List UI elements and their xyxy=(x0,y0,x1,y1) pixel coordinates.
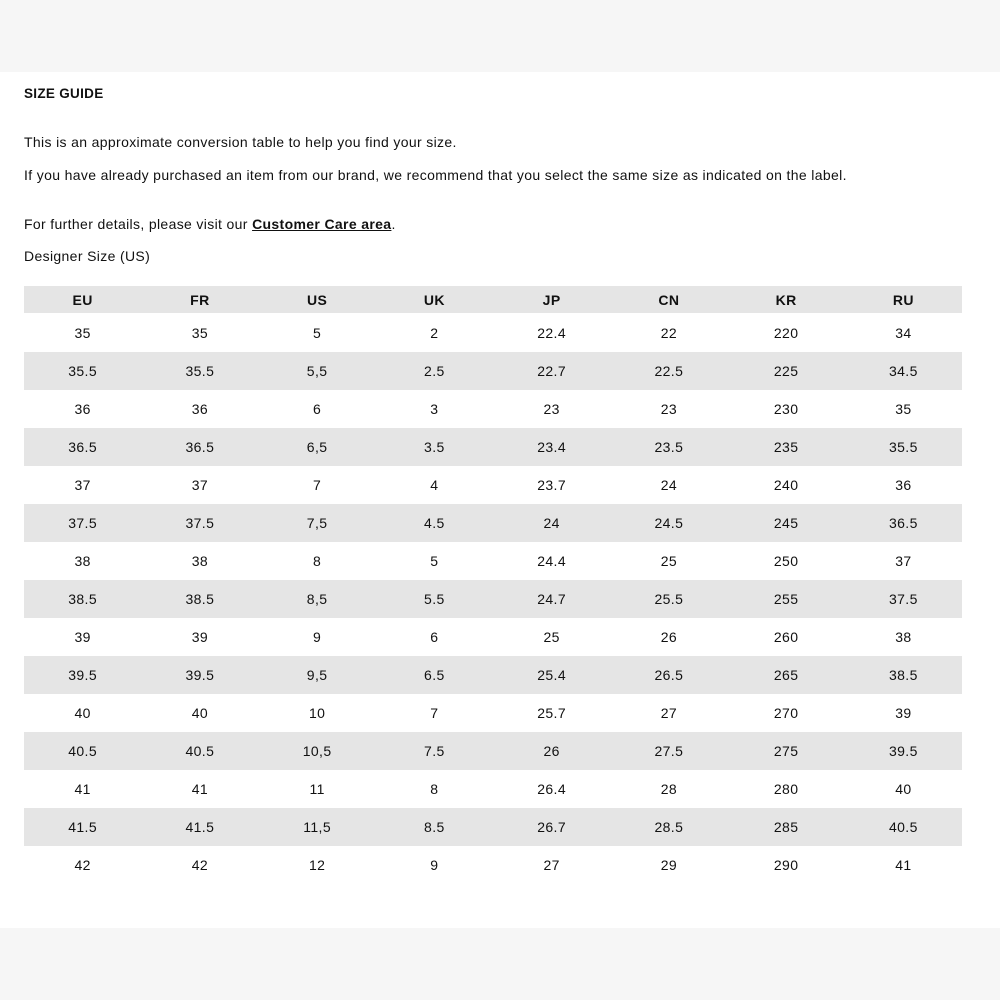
size-cell-eu: 38 xyxy=(74,553,91,569)
size-cell-fr: 36.5 xyxy=(141,428,258,466)
table-row xyxy=(24,846,962,884)
size-cell-kr: 285 xyxy=(728,808,845,846)
table-row xyxy=(24,428,962,466)
size-cell-cn: 28 xyxy=(660,781,678,797)
size-cell-kr: 250 xyxy=(773,553,799,569)
size-cell-jp: 26 xyxy=(493,732,610,770)
size-cell-us: 10 xyxy=(308,705,326,721)
size-cell-cn: 28.5 xyxy=(610,808,727,846)
size-cell-us: 8 xyxy=(313,553,322,569)
size-cell-ru: 35.5 xyxy=(845,428,962,466)
size-cell-jp: 22.7 xyxy=(493,352,610,390)
table-row xyxy=(24,656,962,694)
size-cell-jp: 24 xyxy=(493,504,610,542)
size-cell-us: 11 xyxy=(309,781,325,797)
size-cell-uk: 6.5 xyxy=(376,656,493,694)
size-cell-cn: 23 xyxy=(660,401,678,417)
table-row xyxy=(24,466,962,504)
size-cell-eu: 37.5 xyxy=(24,504,141,542)
size-cell-jp: 23.7 xyxy=(537,477,567,493)
size-cell-cn: 23.5 xyxy=(610,428,727,466)
size-cell-uk: 5.5 xyxy=(376,580,493,618)
details-suffix: . xyxy=(391,216,396,232)
size-cell-fr: 39.5 xyxy=(141,656,258,694)
table-row xyxy=(24,542,962,580)
intro-text: This is an approximate conversion table to help you find your size. xyxy=(24,134,457,150)
size-cell-cn: 25 xyxy=(660,553,678,569)
table-row xyxy=(24,352,962,390)
customer-care-link[interactable]: Customer Care area xyxy=(252,216,392,232)
size-cell-cn: 26.5 xyxy=(610,656,727,694)
size-cell-jp: 25 xyxy=(543,629,560,645)
size-cell-fr: 38.5 xyxy=(141,580,258,618)
table-row xyxy=(24,504,962,542)
size-cell-eu: 37 xyxy=(74,477,91,493)
column-header-jp: JP xyxy=(493,286,610,313)
size-cell-kr: 245 xyxy=(728,504,845,542)
size-cell-ru: 39.5 xyxy=(845,732,962,770)
size-cell-us: 12 xyxy=(308,857,326,873)
size-cell-ru: 37.5 xyxy=(845,580,962,618)
column-header-fr: FR xyxy=(141,286,258,313)
size-cell-jp: 23.4 xyxy=(493,428,610,466)
size-cell-ru: 36 xyxy=(895,477,912,493)
size-cell-us: 7,5 xyxy=(259,504,376,542)
size-cell-cn: 24 xyxy=(660,477,678,493)
size-cell-ru: 35 xyxy=(895,401,912,417)
table-row xyxy=(24,580,962,618)
size-cell-kr: 280 xyxy=(773,781,799,797)
table-row xyxy=(24,390,962,428)
size-cell-fr: 35 xyxy=(191,324,209,341)
column-header-ru: RU xyxy=(845,286,962,313)
size-cell-fr: 35.5 xyxy=(141,352,258,390)
size-cell-jp: 24.7 xyxy=(493,580,610,618)
size-conversion-table xyxy=(24,286,962,884)
size-cell-ru: 41 xyxy=(895,857,912,873)
table-row xyxy=(24,732,962,770)
size-cell-cn: 29 xyxy=(660,857,678,873)
size-cell-eu: 38.5 xyxy=(24,580,141,618)
size-cell-uk: 4.5 xyxy=(376,504,493,542)
size-cell-uk: 3.5 xyxy=(376,428,493,466)
size-cell-kr: 230 xyxy=(773,401,799,417)
table-row xyxy=(24,694,962,732)
size-cell-us: 7 xyxy=(313,477,322,493)
column-header-cn: CN xyxy=(610,286,727,313)
table-row xyxy=(24,313,962,352)
size-cell-jp: 24.4 xyxy=(537,553,567,569)
size-cell-eu: 41 xyxy=(74,781,91,797)
size-cell-us: 9,5 xyxy=(259,656,376,694)
size-cell-ru: 38.5 xyxy=(845,656,962,694)
details-text xyxy=(24,216,954,232)
size-cell-cn: 22 xyxy=(660,324,678,341)
size-cell-eu: 41.5 xyxy=(24,808,141,846)
designer-size-label: Designer Size (US) xyxy=(24,248,151,264)
size-cell-eu: 39.5 xyxy=(24,656,141,694)
size-cell-eu: 40.5 xyxy=(24,732,141,770)
size-cell-cn: 24.5 xyxy=(610,504,727,542)
size-cell-ru: 39 xyxy=(895,705,912,721)
column-header-eu: EU xyxy=(24,286,141,313)
size-cell-cn: 26 xyxy=(660,629,678,645)
size-cell-eu: 40 xyxy=(74,705,91,721)
size-cell-kr: 255 xyxy=(728,580,845,618)
size-cell-us: 5,5 xyxy=(259,352,376,390)
size-cell-kr: 275 xyxy=(728,732,845,770)
size-cell-ru: 36.5 xyxy=(845,504,962,542)
size-cell-jp: 22.4 xyxy=(537,324,567,341)
size-cell-ru: 37 xyxy=(895,553,912,569)
size-cell-fr: 37 xyxy=(191,477,209,493)
size-cell-uk: 5 xyxy=(430,553,439,569)
size-cell-jp: 27 xyxy=(543,857,560,873)
size-cell-cn: 22.5 xyxy=(610,352,727,390)
size-cell-kr: 225 xyxy=(728,352,845,390)
size-cell-fr: 41.5 xyxy=(141,808,258,846)
size-cell-jp: 26.4 xyxy=(537,781,567,797)
page-title: SIZE GUIDE xyxy=(24,86,104,101)
size-cell-cn: 25.5 xyxy=(610,580,727,618)
size-cell-uk: 8.5 xyxy=(376,808,493,846)
size-cell-ru: 38 xyxy=(895,629,912,645)
size-cell-fr: 38 xyxy=(191,553,209,569)
size-cell-kr: 260 xyxy=(773,629,799,645)
size-cell-us: 8,5 xyxy=(259,580,376,618)
table-row xyxy=(24,808,962,846)
size-cell-fr: 40.5 xyxy=(141,732,258,770)
column-header-us: US xyxy=(259,286,376,313)
size-cell-uk: 2 xyxy=(430,324,439,341)
purchased-note: If you have already purchased an item from our brand, we recommend that you select the same size as indicated on the label. xyxy=(24,167,847,183)
size-cell-eu: 39 xyxy=(74,629,91,645)
table-body xyxy=(24,313,962,884)
size-cell-eu: 35.5 xyxy=(24,352,141,390)
size-cell-uk: 7.5 xyxy=(376,732,493,770)
size-cell-uk: 4 xyxy=(430,477,439,493)
size-cell-ru: 40.5 xyxy=(845,808,962,846)
size-cell-jp: 23 xyxy=(543,401,560,417)
size-cell-ru: 34.5 xyxy=(845,352,962,390)
size-guide-panel xyxy=(0,72,1000,928)
column-header-kr: KR xyxy=(728,286,845,313)
size-cell-fr: 36 xyxy=(191,401,209,417)
size-cell-cn: 27.5 xyxy=(610,732,727,770)
size-cell-eu: 36 xyxy=(74,401,91,417)
size-cell-us: 5 xyxy=(313,324,322,341)
size-cell-fr: 37.5 xyxy=(141,504,258,542)
size-cell-eu: 35 xyxy=(74,324,91,341)
size-cell-kr: 265 xyxy=(728,656,845,694)
size-cell-us: 6 xyxy=(313,401,322,417)
size-cell-jp: 25.4 xyxy=(493,656,610,694)
size-cell-uk: 6 xyxy=(430,629,439,645)
size-cell-fr: 42 xyxy=(191,857,209,873)
size-cell-jp: 25.7 xyxy=(537,705,567,721)
size-cell-kr: 240 xyxy=(773,477,799,493)
size-cell-kr: 220 xyxy=(773,324,799,341)
size-cell-ru: 40 xyxy=(895,781,912,797)
size-cell-kr: 290 xyxy=(773,857,799,873)
size-cell-eu: 36.5 xyxy=(24,428,141,466)
size-cell-uk: 3 xyxy=(430,401,439,417)
size-cell-kr: 235 xyxy=(728,428,845,466)
size-cell-us: 10,5 xyxy=(259,732,376,770)
size-cell-uk: 7 xyxy=(430,705,439,721)
table-row xyxy=(24,770,962,808)
size-cell-eu: 42 xyxy=(74,857,91,873)
table-row xyxy=(24,618,962,656)
size-cell-uk: 8 xyxy=(430,781,439,797)
size-cell-uk: 2.5 xyxy=(376,352,493,390)
details-prefix: For further details, please visit our xyxy=(24,216,253,232)
size-cell-uk: 9 xyxy=(430,857,439,873)
size-cell-fr: 40 xyxy=(191,705,209,721)
size-cell-ru: 34 xyxy=(895,324,912,341)
size-cell-kr: 270 xyxy=(773,705,799,721)
size-cell-fr: 41 xyxy=(191,781,209,797)
column-header-uk: UK xyxy=(376,286,493,313)
size-cell-jp: 26.7 xyxy=(493,808,610,846)
size-cell-us: 9 xyxy=(313,629,322,645)
size-cell-fr: 39 xyxy=(191,629,209,645)
size-cell-cn: 27 xyxy=(660,705,678,721)
size-cell-us: 6,5 xyxy=(259,428,376,466)
size-cell-us: 11,5 xyxy=(259,808,376,846)
table-header-row xyxy=(24,286,962,313)
